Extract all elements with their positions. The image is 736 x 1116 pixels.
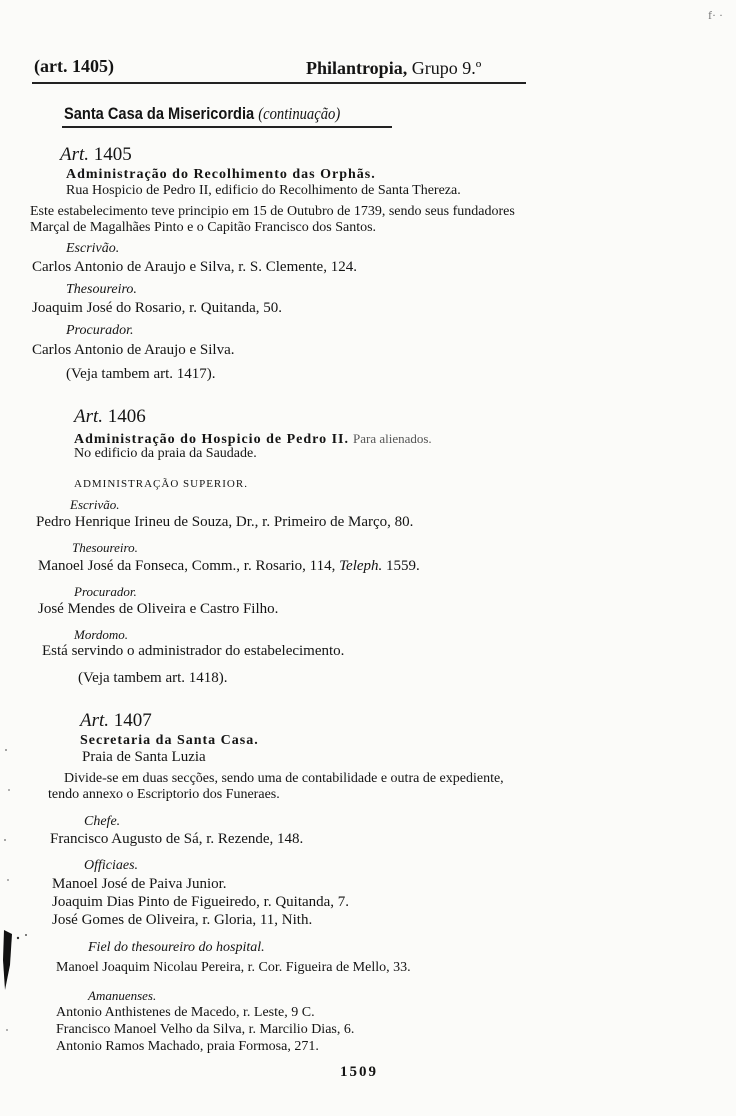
person-chefe-1407: Francisco Augusto de Sá, r. Rezende, 148.	[50, 831, 304, 847]
role-escrivao-1405: Escrivão.	[66, 241, 120, 256]
person-amanuenses-1407-3: Antonio Ramos Machado, praia Formosa, 271.	[56, 1039, 319, 1054]
header-category-group: Grupo 9.º	[407, 58, 482, 78]
header-category-bold: Philantropia,	[306, 58, 408, 78]
art-number: 1407	[113, 710, 152, 731]
role-thesoureiro-1405: Thesoureiro.	[66, 282, 137, 297]
art-number: 1405	[93, 144, 132, 165]
person-amanuenses-1407-1: Antonio Anthistenes de Macedo, r. Leste, 9 C.	[56, 1005, 315, 1020]
article-title-1407: Secretaria da Santa Casa.	[80, 733, 259, 748]
header-category	[306, 58, 481, 79]
article-heading-1406	[74, 406, 146, 428]
art-number: 1406	[107, 406, 146, 427]
section-rule	[62, 126, 392, 128]
person-escrivao-1405: Carlos Antonio de Araujo e Silva, r. S. Clemente, 124.	[32, 259, 357, 275]
article-desc-1405-line2: Marçal de Magalhães Pinto e o Capitão Francisco dos Santos.	[30, 220, 377, 235]
article-title-1406-main: Administração do Hospicio de Pedro II.	[74, 432, 349, 447]
article-address-1407: Praia de Santa Luzia	[82, 749, 206, 765]
scan-specks	[0, 730, 40, 1070]
article-desc-1407-line2: tendo annexo o Escriptorio dos Funeraes.	[48, 787, 280, 802]
article-heading-1407	[80, 710, 152, 732]
art-label: Art.	[60, 144, 90, 165]
role-mordomo-1406: Mordomo.	[74, 627, 129, 642]
section-title	[64, 104, 340, 124]
person-officiaes-1407-3: José Gomes de Oliveira, r. Gloria, 11, Nith.	[52, 912, 313, 928]
role-fiel-1407: Fiel do thesoureiro do hospital.	[88, 940, 265, 955]
person-thesoureiro-1405: Joaquim José do Rosario, r. Quitanda, 50.	[32, 300, 282, 316]
role-escrivao-1406: Escrivão.	[70, 497, 120, 512]
role-procurador-1406: Procurador.	[74, 584, 137, 599]
person-procurador-1406: José Mendes de Oliveira e Castro Filho.	[38, 601, 279, 617]
person-escrivao-1406: Pedro Henrique Irineu de Souza, Dr., r. Primeiro de Março, 80.	[36, 514, 414, 530]
admin-superior-heading: ADMINISTRAÇÃO SUPERIOR.	[74, 478, 248, 490]
role-chefe-1407: Chefe.	[84, 814, 121, 829]
article-desc-1405-line1: Este estabelecimento teve principio em 15 de Outubro de 1739, sendo seus fundadores	[30, 204, 515, 219]
article-heading-1405	[60, 144, 132, 166]
person-fiel-1407: Manoel Joaquim Nicolau Pereira, r. Cor. Figueira de Mello, 33.	[56, 960, 411, 975]
person-officiaes-1407-2: Joaquim Dias Pinto de Figueiredo, r. Quitanda, 7.	[52, 894, 350, 910]
person-thesoureiro-1406-teleph: Teleph.	[339, 558, 383, 574]
header-rule	[32, 82, 526, 84]
article-title-1405: Administração do Recolhimento das Orphãs.	[66, 167, 376, 182]
role-procurador-1405: Procurador.	[66, 323, 134, 338]
person-procurador-1405: Carlos Antonio de Araujo e Silva.	[32, 342, 235, 358]
section-subtitle: (continuação)	[258, 104, 341, 123]
corner-mark: f· ·	[708, 8, 723, 22]
person-thesoureiro-1406	[38, 558, 420, 575]
article-desc-1407-line1: Divide-se em duas secções, sendo uma de contabilidade e outra de expediente,	[64, 771, 504, 786]
role-thesoureiro-1406: Thesoureiro.	[72, 540, 138, 555]
note-1405: (Veja tambem art. 1417).	[66, 366, 216, 382]
page-number: 1509	[340, 1064, 378, 1080]
note-1406: (Veja tambem art. 1418).	[78, 670, 228, 686]
person-thesoureiro-1406-number: 1559.	[386, 558, 420, 574]
person-amanuenses-1407-2: Francisco Manoel Velho da Silva, r. Marcilio Dias, 6.	[56, 1022, 355, 1037]
person-officiaes-1407-1: Manoel José de Paiva Junior.	[52, 876, 227, 892]
person-thesoureiro-1406-name: Manoel José da Fonseca, Comm., r. Rosario, 114,	[38, 558, 336, 574]
person-mordomo-1406: Está servindo o administrador do estabelecimento.	[42, 643, 345, 659]
art-label: Art.	[74, 406, 104, 427]
section-title-text: Santa Casa da Misericordia	[64, 104, 255, 123]
article-title-1406-rest: Para alienados.	[352, 431, 432, 446]
role-amanuenses-1407: Amanuenses.	[88, 988, 157, 1003]
art-label: Art.	[80, 710, 110, 731]
article-address-1406: No edificio da praia da Saudade.	[74, 446, 257, 461]
role-officiaes-1407: Officiaes.	[84, 858, 139, 873]
header-article-ref: (art. 1405)	[34, 56, 114, 76]
article-address-1405: Rua Hospicio de Pedro II, edificio do Recolhimento de Santa Thereza.	[66, 183, 461, 198]
